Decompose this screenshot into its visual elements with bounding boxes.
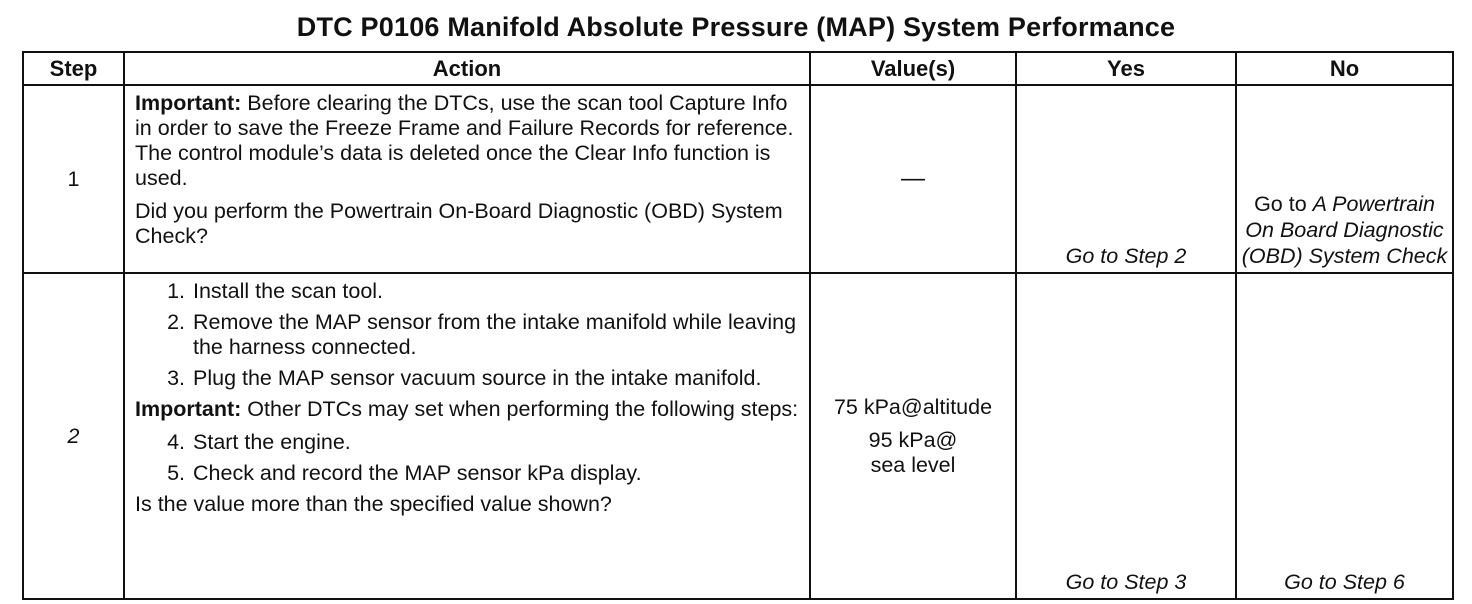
header-action: Action [124, 52, 810, 85]
value-dash: — [901, 165, 925, 192]
action-cell [124, 85, 810, 273]
list-item: 2. Remove the MAP sensor from the intake manifold while leaving the harness connected. [191, 310, 801, 360]
no-link-step-6[interactable]: Go to Step 6 [1236, 273, 1453, 599]
value-altitude: 75 kPa@altitude [833, 394, 993, 419]
no-link-prefix: Go to [1254, 192, 1307, 216]
values-cell [810, 273, 1016, 599]
important-label: Important: [135, 397, 242, 421]
no-link-target: A Powertrain On Board Diagnostic (OBD) System Check [1241, 192, 1448, 268]
no-cell [1236, 85, 1453, 273]
action-question: Did you perform the Powertrain On-Board Diagnostic (OBD) System Check? [135, 199, 783, 248]
header-yes: Yes [1016, 52, 1236, 85]
header-no: No [1236, 52, 1453, 85]
no-link-obd-check[interactable] [1237, 191, 1452, 269]
list-item: 5. Check and record the MAP sensor kPa display. [191, 461, 801, 486]
value-sea-level-2: sea level [870, 452, 956, 477]
important-text: Other DTCs may set when performing the following steps: [241, 397, 799, 421]
header-row [23, 52, 1453, 85]
important-note [135, 397, 801, 422]
action-steps-list [135, 430, 801, 486]
page-title: DTC P0106 Manifold Absolute Pressure (MAP) System Performance [296, 12, 1176, 42]
step-number: 1 [23, 85, 124, 273]
values-cell [810, 85, 1016, 273]
step-number: 2 [23, 273, 124, 599]
table-row-step-2 [23, 273, 1453, 599]
action-cell [124, 273, 810, 599]
yes-link-step-3[interactable]: Go to Step 3 [1016, 273, 1236, 599]
list-item: 3. Plug the MAP sensor vacuum source in the intake manifold. [191, 366, 801, 391]
important-note [135, 91, 801, 191]
action-question: Is the value more than the specified value shown? [135, 492, 612, 516]
value-sea-level-1: 95 kPa@ [868, 427, 958, 452]
action-steps-list [135, 279, 801, 391]
diagnostic-table [22, 51, 1454, 600]
header-values: Value(s) [810, 52, 1016, 85]
yes-link-step-2[interactable]: Go to Step 2 [1016, 85, 1236, 273]
list-item: 1. Install the scan tool. [191, 279, 801, 304]
table-row-step-1 [23, 85, 1453, 273]
important-text: Before clearing the DTCs, use the scan tool Capture Info in order to save the Freeze Frame and Failure Records for reference. The control module’s data is deleted once the Clear Info function is used. [135, 91, 794, 190]
list-item: 4. Start the engine. [191, 430, 801, 455]
header-step: Step [23, 52, 124, 85]
important-label: Important: [135, 91, 242, 115]
